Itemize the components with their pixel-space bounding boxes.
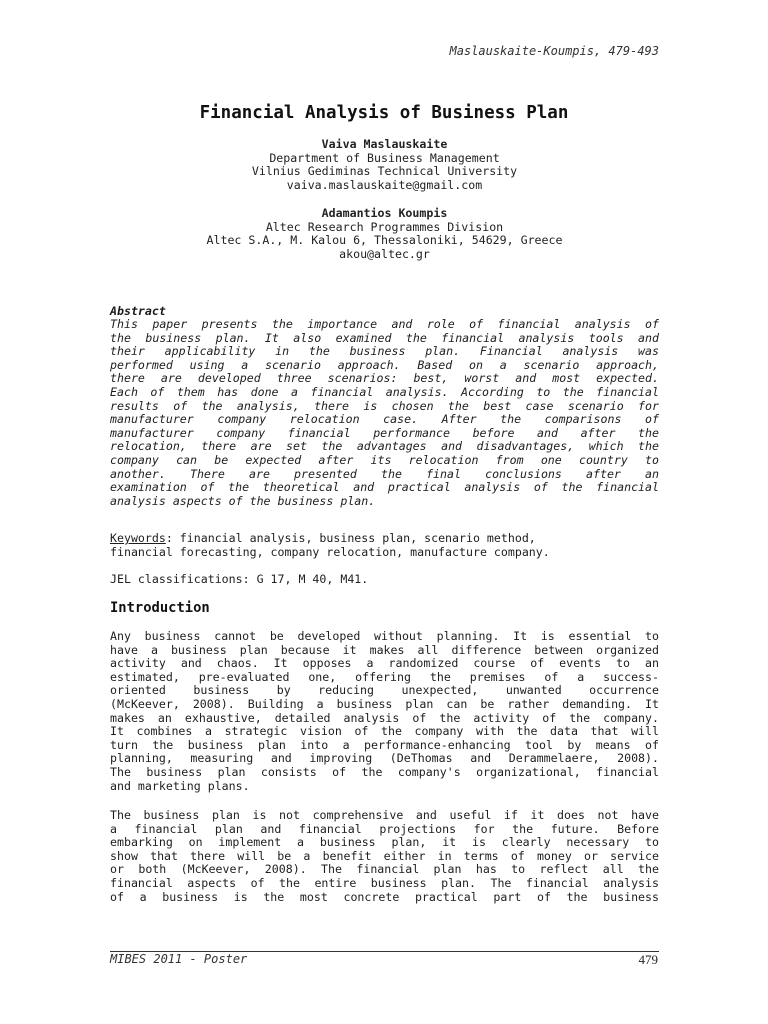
abstract-line: manufacturer company financial performance before and after the [110, 426, 659, 440]
author-block-1 [110, 138, 659, 192]
abstract-line: This paper presents the importance and role of financial analysis of [110, 318, 659, 331]
paragraph-line: have a business plan because it makes all difference between organized [110, 643, 659, 657]
paragraph-line: activity and chaos. It opposes a randomized course of events to an [110, 657, 659, 671]
intro-paragraph-2 [110, 809, 659, 904]
author-affiliation: Department of Business Management [269, 150, 500, 165]
paragraph-line: embarking on implement a business plan, it is clearly necessary to [110, 836, 659, 850]
author-name: Vaiva Maslauskaite [321, 137, 448, 151]
footer-conference: MIBES 2011 - Poster [110, 952, 248, 966]
keywords-text: : financial analysis, business plan, scenario method, [165, 532, 536, 545]
keywords-line-1 [110, 532, 659, 546]
abstract-line: company can be expected after its relocation from one country to [110, 453, 659, 467]
abstract-line: manufacturer company relocation case. After the comparisons of [110, 413, 659, 427]
paragraph-line: turn the business plan into a performance-enhancing tool by means of [110, 738, 659, 752]
author-affiliation: Vilnius Gediminas Technical University [251, 164, 518, 179]
paragraph-line: and marketing plans. [110, 779, 250, 793]
abstract-line: another. There are presented the final conclusions after an [110, 467, 659, 481]
abstract-line: examination of the theoretical and practical analysis of the financial [110, 481, 659, 495]
abstract-line: Each of them has done a financial analysis. According to the financial [110, 385, 659, 399]
intro-paragraph-1 [110, 630, 659, 793]
paragraph-line: financial aspects of the entire business plan. The financial analysis [110, 876, 659, 890]
keywords [110, 532, 659, 559]
author-affiliation: Altec S.A., M. Kalou 6, Thessaloniki, 54629, Greece [206, 233, 563, 248]
jel-classifications [110, 573, 659, 587]
paragraph-line: (McKeever, 2008). Building a business plan can be rather demanding. It [110, 697, 659, 711]
keywords-line-2: financial forecasting, company relocation, manufacture company. [110, 545, 550, 559]
section-heading-introduction: Introduction [110, 600, 210, 616]
paragraph-line: planning, measuring and improving (DeThomas and Derammelaere, 2008). [110, 752, 659, 766]
abstract-line: performed using a scenario approach. Based on a scenario approach, [110, 358, 659, 372]
jel-line: JEL classifications: G 17, M 40, M41. [110, 573, 369, 586]
paragraph-line: The business plan is not comprehensive and useful if it does not have [110, 809, 659, 822]
paragraph-line: makes an exhaustive, detailed analysis of the activity of the company. [110, 711, 659, 725]
paragraph-line: show that there will be a benefit either in terms of money or service [110, 849, 659, 863]
paragraph-line: It combines a strategic vision of the company with the data that will [110, 725, 659, 739]
paragraph-line: estimated, pre-evaluated one, offering the premises of a success- [110, 670, 659, 684]
author-email: akou@altec.gr [339, 246, 430, 261]
abstract-line: the business plan. It also examined the financial analysis tools and [110, 331, 659, 345]
keywords-label: Keywords [110, 532, 166, 545]
page-number: 479 [638, 952, 658, 967]
running-head: Maslauskaite-Koumpis, 479-493 [449, 44, 659, 58]
abstract-line: results of the analysis, there is chosen the best case scenario for [110, 399, 659, 413]
author-affiliation: Altec Research Programmes Division [265, 219, 504, 234]
abstract-body [110, 318, 659, 508]
author-email: vaiva.maslauskaite@gmail.com [286, 177, 483, 192]
paragraph-line: a financial plan and financial projections for the future. Before [110, 822, 659, 836]
abstract-line: relocation, there are set the advantages and disadvantages, which the [110, 440, 659, 454]
abstract-line: there are developed three scenarios: best, worst and most expected. [110, 372, 659, 386]
author-block-2 [110, 207, 659, 261]
abstract-heading: Abstract [110, 304, 166, 318]
paragraph-line: Any business cannot be developed without planning. It is essential to [110, 630, 659, 643]
paragraph-line: or both (McKeever, 2008). The financial plan has to reflect all the [110, 863, 659, 877]
paragraph-line: The business plan consists of the company's organizational, financial [110, 765, 659, 779]
abstract-line: their applicability in the business plan. Financial analysis was [110, 345, 659, 359]
paragraph-line: oriented business by reducing unexpected, unwanted occurrence [110, 684, 659, 698]
abstract-line: analysis aspects of the business plan. [110, 494, 376, 508]
author-name: Adamantios Koumpis [321, 206, 448, 220]
paper-title: Financial Analysis of Business Plan [199, 103, 569, 123]
paragraph-line: of a business is the most concrete practical part of the business [110, 890, 659, 904]
